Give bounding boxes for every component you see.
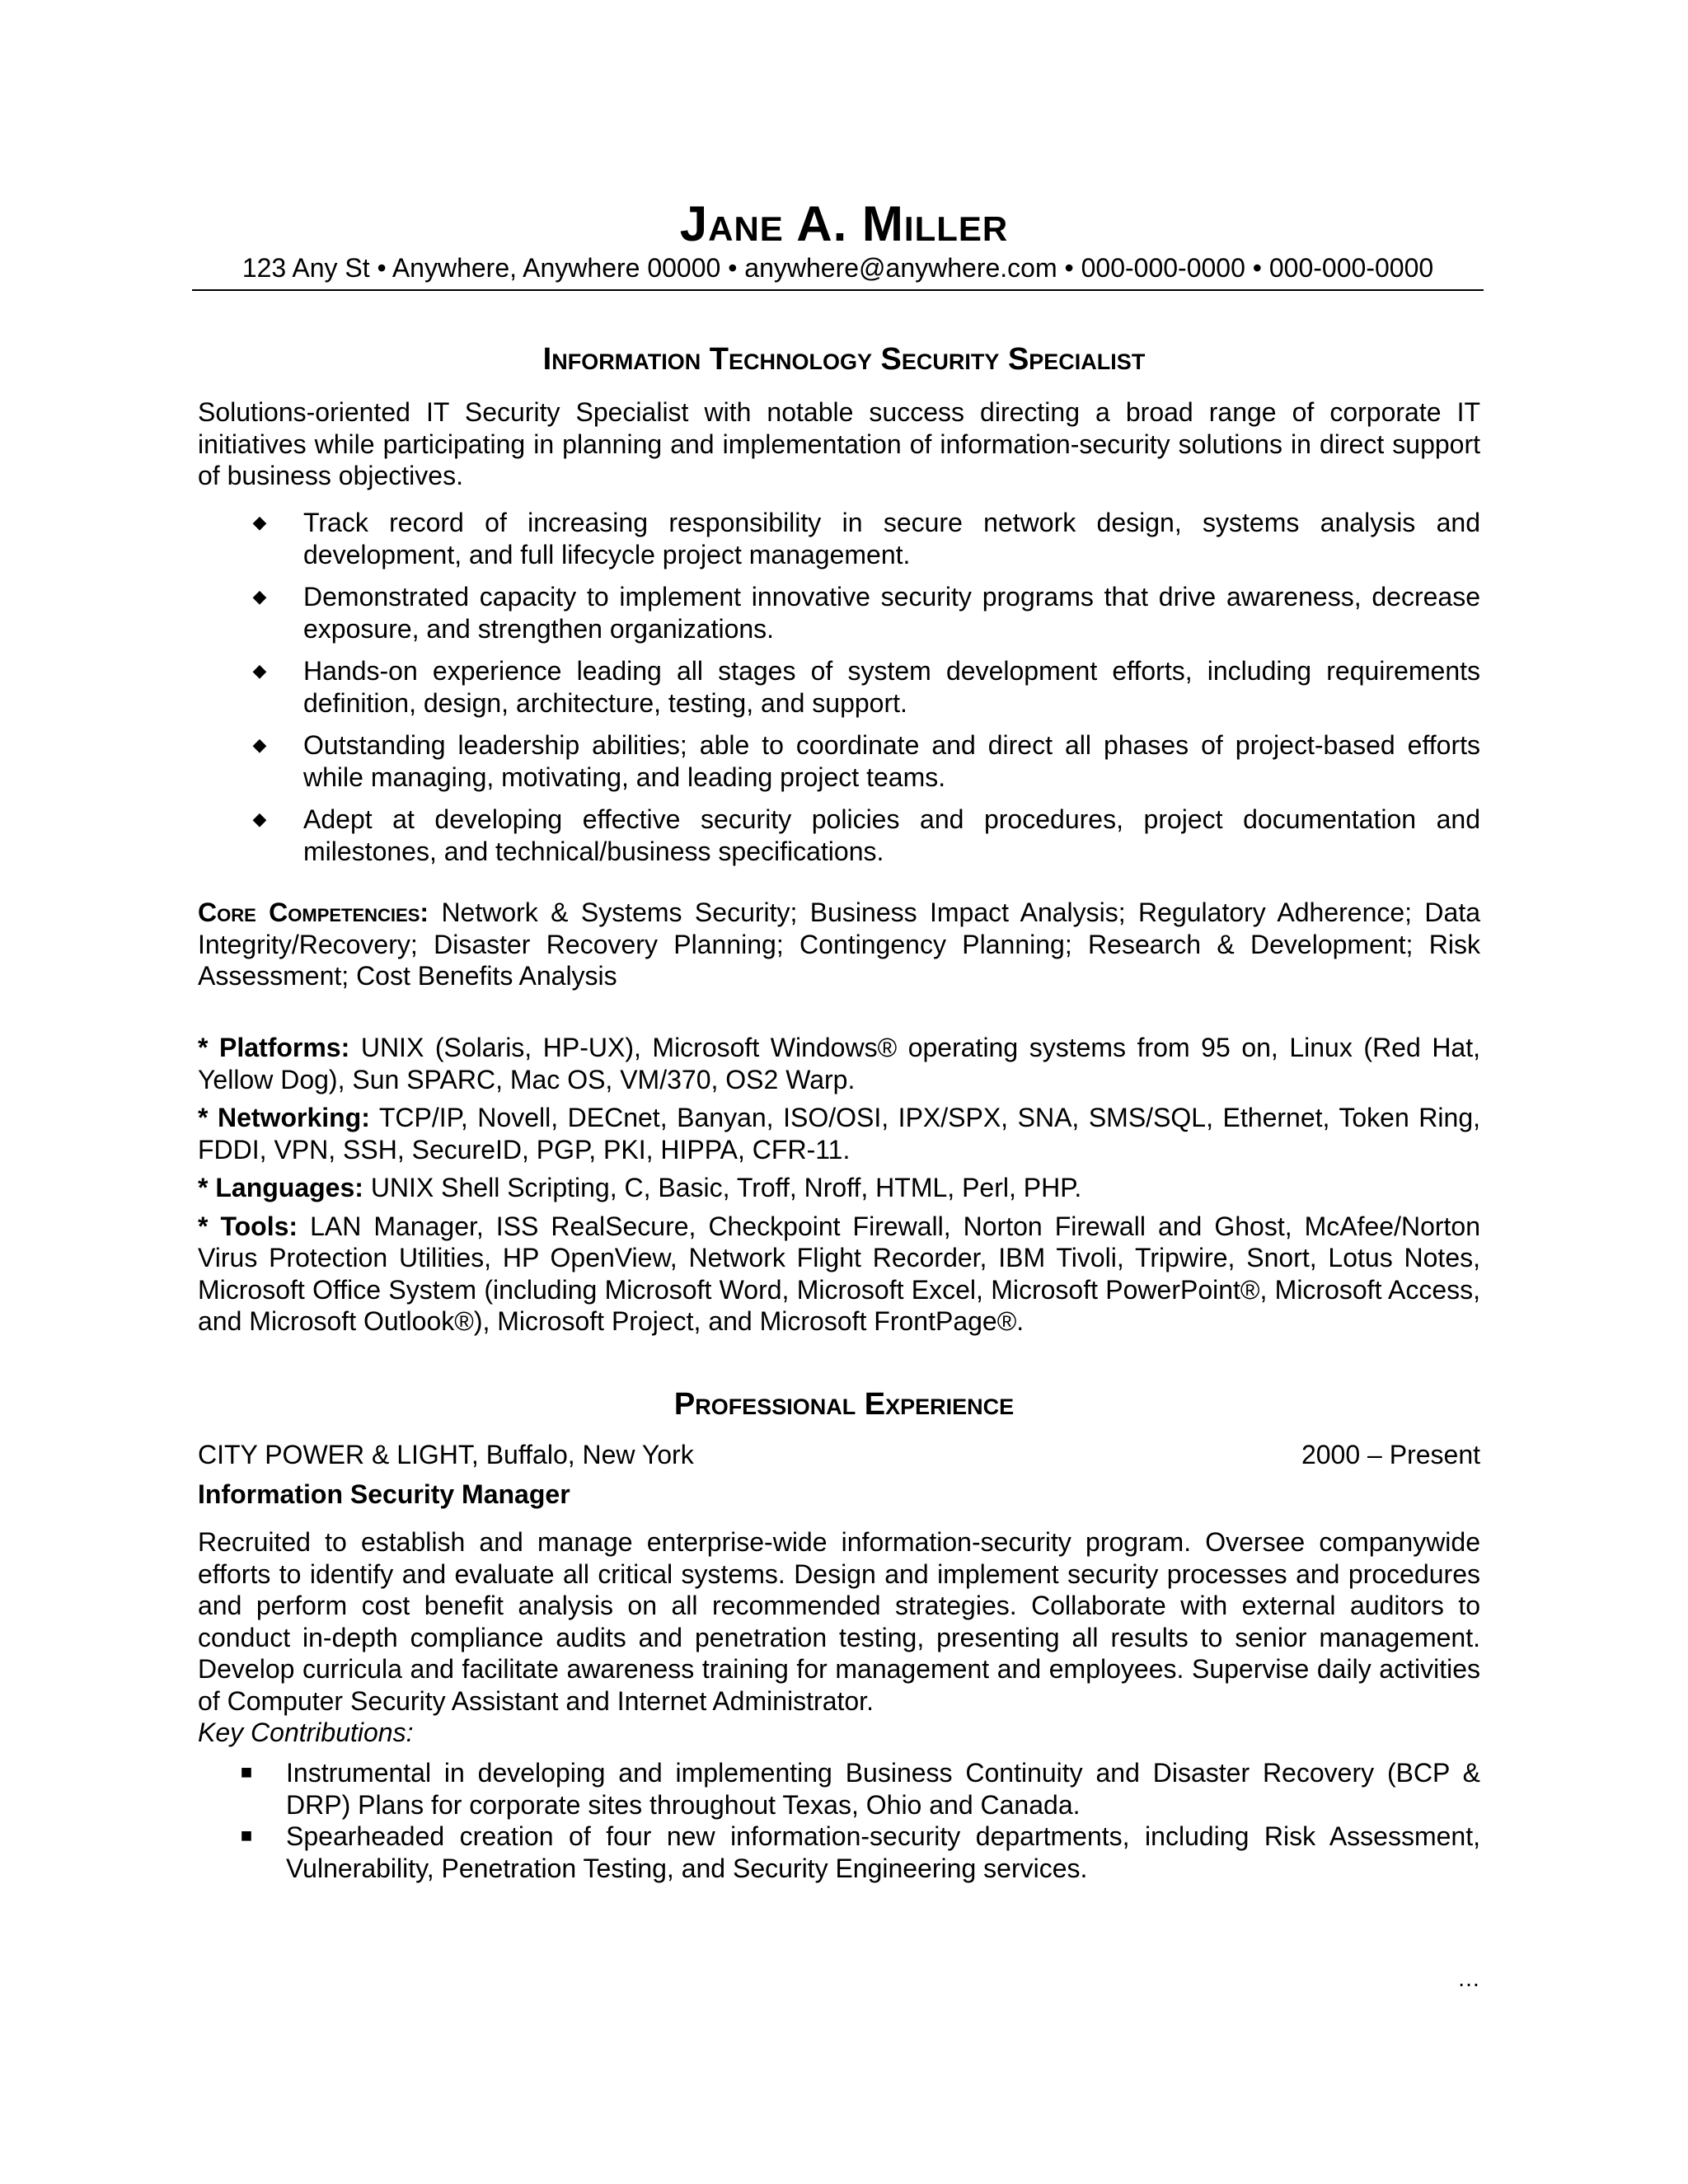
list-item: ■ Instrumental in developing and implementing Business Continuity and Disaster Recovery (BCP & DRP) Plans for corporate sites throughout Texas, Ohio and Canada.: [198, 1757, 1480, 1821]
employer-row: [198, 1438, 1480, 1471]
experience-title: Professional Experience: [673, 1387, 1015, 1422]
diamond-bullet-icon: ◆: [252, 660, 267, 681]
core-competencies-label: Core Competencies:: [198, 898, 429, 927]
key-contributions-label: Key Contributions:: [198, 1718, 414, 1747]
diamond-bullet-icon: ◆: [252, 586, 267, 607]
skill-networking: * Networking: TCP/IP, Novell, DECnet, Banyan, ISO/OSI, IPX/SPX, SNA, SMS/SQL, Ethernet, Token Ring, FDDI, VPN, SSH, SecureID, PGP, PKI, HIPPA, CFR-11.: [198, 1103, 1481, 1165]
skill-tools: * Tools: LAN Manager, ISS RealSecure, Checkpoint Firewall, Norton Firewall and Ghost, McAfee/Norton Virus Protection Utilities, HP OpenView, Network Flight Recorder, IBM Tivoli, Tripwire, Snort, Lotus Notes, Microsoft Office System (including Microsoft Word, Microsoft Excel, Microsoft PowerPoint®, Microsoft Access, and Microsoft Outlook®), Microsoft Project, and Microsoft FrontPage®.: [198, 1211, 1481, 1336]
summary-intro: Solutions-oriented IT Security Specialist with notable success directing a broad range of corporate IT initiatives while participating in planning and implementation of information-security solutions in direct support of business objectives.: [198, 397, 1480, 490]
job-description: Recruited to establish and manage enterprise-wide information-security program. Oversee companywide efforts to identify and evaluate all critical systems. Design and implement security processes and procedures and perform cost benefit analysis on all recommended strategies. Collaborate with external auditors to conduct in-depth compliance audits and penetration testing, presenting all results to senior management. Develop curricula and facilitate awareness training for management and employees. Supervise daily activities of Computer Security Assistant and Internet Administrator.: [198, 1527, 1480, 1716]
list-item: ◆ Hands-on experience leading all stages of system development efforts, including requirements definition, design, architecture, testing, and support.: [198, 655, 1480, 719]
employer: CITY POWER & LIGHT, Buffalo, New York: [198, 1440, 694, 1469]
diamond-bullet-icon: ◆: [252, 734, 267, 755]
core-competencies-text: Network & Systems Security; Business Impact Analysis; Regulatory Adherence; Data Integrity/Recovery; Disaster Recovery Planning; Contingency Planning; Research & Development; Risk Assessment; Cost Benefits Analysis: [198, 898, 1481, 991]
skill-languages: * Languages: UNIX Shell Scripting, C, Basic, Troff, Nroff, HTML, Perl, PHP.: [198, 1173, 1082, 1202]
diamond-bullet-icon: ◆: [252, 808, 267, 829]
list-item: ◆ Outstanding leadership abilities; able to coordinate and direct all phases of project-based efforts while managing, motivating, and leading project teams.: [198, 729, 1480, 793]
header-divider: [192, 289, 1484, 291]
core-competencies: [198, 897, 1480, 992]
diamond-bullet-icon: ◆: [252, 512, 267, 532]
candidate-name: Jane A. Miller: [679, 196, 1009, 251]
list-item: ■ Spearheaded creation of four new information-security departments, including Risk Assessment, Vulnerability, Penetration Testing, and Security Engineering services.: [198, 1821, 1480, 1884]
contact-line: 123 Any St • Anywhere, Anywhere 00000 • anywhere@anywhere.com • 000-000-0000 • 000-000-0000: [241, 253, 1434, 283]
list-item: ◆ Demonstrated capacity to implement innovative security programs that drive awareness, decrease exposure, and strengthen organizations.: [198, 581, 1480, 644]
employment-dates: 2000 – Present: [1301, 1440, 1480, 1469]
list-item: ◆ Track record of increasing responsibility in secure network design, systems analysis and development, and full lifecycle project management.: [198, 507, 1480, 570]
list-item: ◆ Adept at developing effective security policies and procedures, project documentation and milestones, and technical/business specifications.: [198, 804, 1480, 867]
job-title: Information Security Manager: [198, 1479, 570, 1509]
contributions-list: [198, 1757, 1480, 1884]
technical-skills: [198, 1032, 1480, 1344]
summary-title: Information Technology Security Specialist: [542, 342, 1146, 377]
continued-marker: …: [1457, 1966, 1480, 1991]
summary-bullet-list: [198, 507, 1480, 878]
square-bullet-icon: ■: [240, 1761, 253, 1783]
skill-platforms: * Platforms: UNIX (Solaris, HP-UX), Microsoft Windows® operating systems from 95 on, Linux (Red Hat, Yellow Dog), Sun SPARC, Mac OS, VM/370, OS2 Warp.: [198, 1033, 1481, 1094]
square-bullet-icon: ■: [240, 1825, 253, 1847]
